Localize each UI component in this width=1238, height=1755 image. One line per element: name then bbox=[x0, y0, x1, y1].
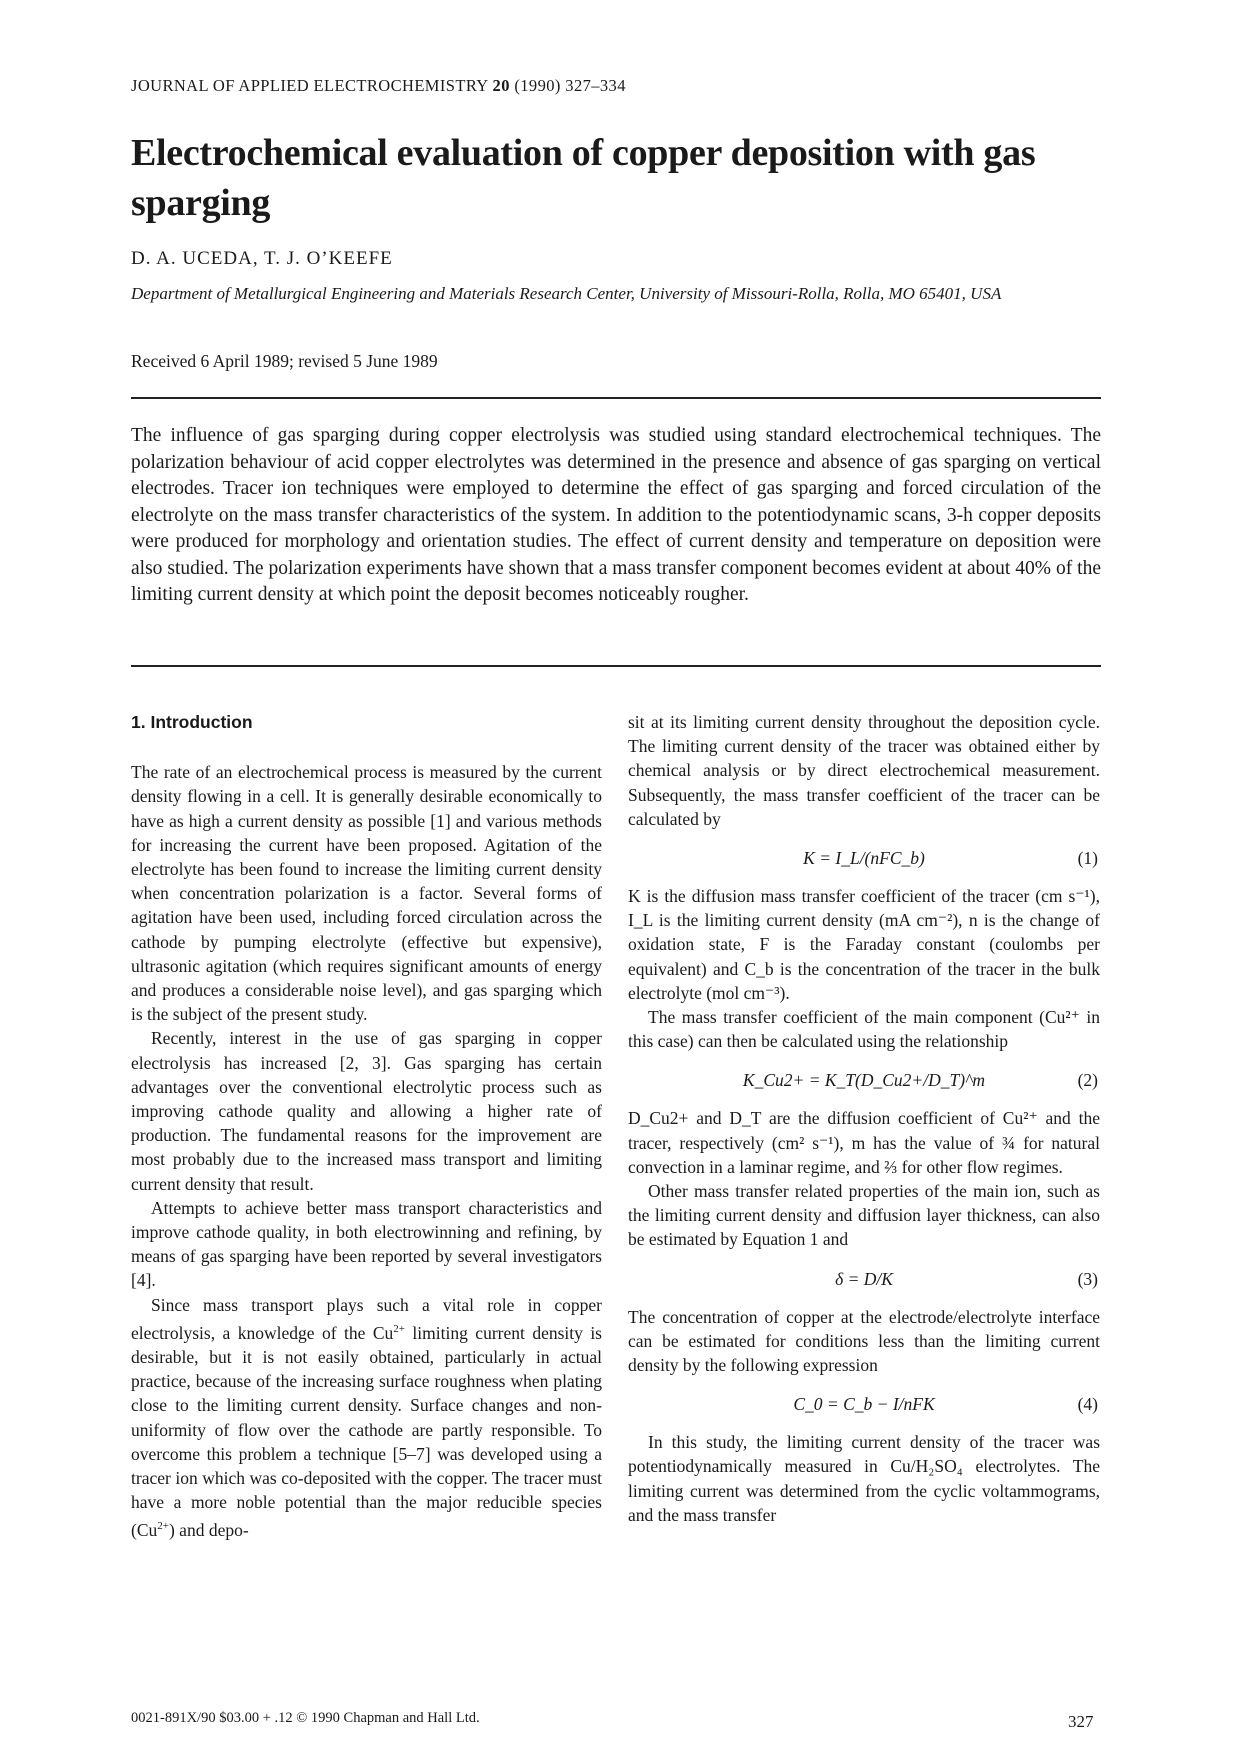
equation-2: K_Cu2+ = K_T(D_Cu2+/D_T)^m (2) bbox=[742, 1070, 1098, 1091]
paragraph: The concentration of copper at the electrode/electrolyte interface can be estimated for conditions less than the limiting current density by the following expression bbox=[628, 1306, 1100, 1376]
footer-copyright: 0021-891X/90 $03.00 + .12 © 1990 Chapman and Hall Ltd. bbox=[131, 1710, 480, 1726]
received-dates: Received 6 April 1989; revised 5 June 1989 bbox=[131, 351, 438, 371]
journal-header: JOURNAL OF APPLIED ELECTROCHEMISTRY 20 (1990) 327–334 bbox=[131, 76, 626, 95]
paragraph: sit at its limiting current density throughout the deposition cycle. The limiting current density of the tracer was obtained either by chemical analysis or by direct electrochemical measurement. Subsequently, the mass transfer coefficient of the tracer can be calculated by bbox=[628, 712, 1100, 829]
paragraph: Other mass transfer related properties of the main ion, such as the limiting current density and diffusion layer thickness, can also be estimated by Equation 1 and bbox=[628, 1181, 1100, 1250]
paragraph: Since mass transport plays such a vital role in copper electrolysis, a knowledge of the $Cu^{2+}$ limiting current density is desirable, but it is not easily obtained, particularly in actual practice, because of the increasing surface roughness when plating close to the limiting current density. Surface changes and non-uniformity of flow over the cathode are partly responsible. To overcome this problem a technique [5–7] was developed using a tracer ion which was co-deposited with the copper. The tracer must have a more noble potential than the major reducible species $(Cu^{2+})$ and depo- bbox=[131, 1294, 602, 1541]
divider-bottom bbox=[131, 665, 1101, 667]
paragraph: Attempts to achieve better mass transport characteristics and improve cathode quality, in both electrowinning and refining, by means of gas sparging have been reported by several investigators [4]. bbox=[131, 1197, 602, 1291]
page-number: 327 bbox=[1068, 1712, 1094, 1731]
paragraph: D_Cu2+ and D_T are the diffusion coefficient of Cu²⁺ and the tracer, respectively (cm² s⁻¹), m has the value of ¾ for natural convection in a laminar regime, and ⅔ for other flow regimes. bbox=[628, 1108, 1100, 1177]
paragraph: K is the diffusion mass transfer coefficient of the tracer (cm s⁻¹), I_L is the limiting current density (mA cm⁻²), n is the change of oxidation state, F is the Faraday constant (coulombs per equivalent) and C_b is the concentration of the tracer in the bulk electrolyte (mol cm⁻³). bbox=[628, 886, 1100, 1003]
equation-4: C_0 = C_b − I/nFK (4) bbox=[793, 1394, 1098, 1415]
divider-top bbox=[131, 397, 1101, 399]
authors: D. A. UCEDA, T. J. O’KEEFE bbox=[131, 248, 393, 269]
paragraph: The mass transfer coefficient of the main component (Cu²⁺ in this case) can then be calculated using the relationship bbox=[628, 1007, 1100, 1052]
left-column bbox=[131, 710, 602, 1542]
abstract: The influence of gas sparging during copper electrolysis was studied using standard electrochemical techniques. The polarization behaviour of acid copper electrolytes was determined in the presence and absence of gas sparging on vertical electrodes. Tracer ion techniques were employed to determine the effect of gas sparging and forced circulation of the electrolyte on the mass transfer characteristics of the system. In addition to the potentiodynamic scans, 3-h copper deposits were produced for morphology and orientation studies. The effect of current density and temperature on deposition were also studied. The polarization experiments have shown that a mass transfer component becomes evident at about 40% of the limiting current density at which point the deposit becomes noticeably rougher. bbox=[131, 425, 1101, 605]
paragraph: The rate of an electrochemical process is measured by the current density flowing in a cell. It is generally desirable economically to have as high a current density as possible [1] and various methods for increasing the current have been proposed. Agitation of the electrolyte has been found to increase the limiting current density when concentration polarization is a factor. Several forms of agitation have been used, including forced circulation across the cathode by pumping electrolyte (effective but expensive), ultrasonic agitation (which requires significant amounts of energy and produces a considerable noise level), and gas sparging which is the subject of the present study. bbox=[131, 762, 602, 1025]
right-column bbox=[628, 710, 1100, 1527]
equation-1: K = I_L/(nFC_b) (1) bbox=[803, 848, 1098, 869]
section-heading: 1. Introduction bbox=[131, 712, 253, 732]
equation-3: δ = D/K (3) bbox=[835, 1268, 1098, 1289]
paper-title: Electrochemical evaluation of copper deposition with gas sparging bbox=[131, 132, 1036, 224]
affiliation: Department of Metallurgical Engineering and Materials Research Center, University of Missouri-Rolla, Rolla, MO 65401, USA bbox=[131, 284, 1002, 303]
paragraph: Recently, interest in the use of gas sparging in copper electrolysis has increased [2, 3]. Gas sparging has certain advantages over the conventional electrolytic process such as improving cathode quality and allowing a higher rate of production. The fundamental reasons for the improvement are most probably due to the increased mass transport and limiting current density that result. bbox=[131, 1028, 602, 1194]
paragraph: In this study, the limiting current density of the tracer was potentiodynamically measured in Cu/H₂SO₄ electrolytes. The limiting current was determined from the cyclic voltammograms, and the mass transfer bbox=[628, 1432, 1100, 1525]
